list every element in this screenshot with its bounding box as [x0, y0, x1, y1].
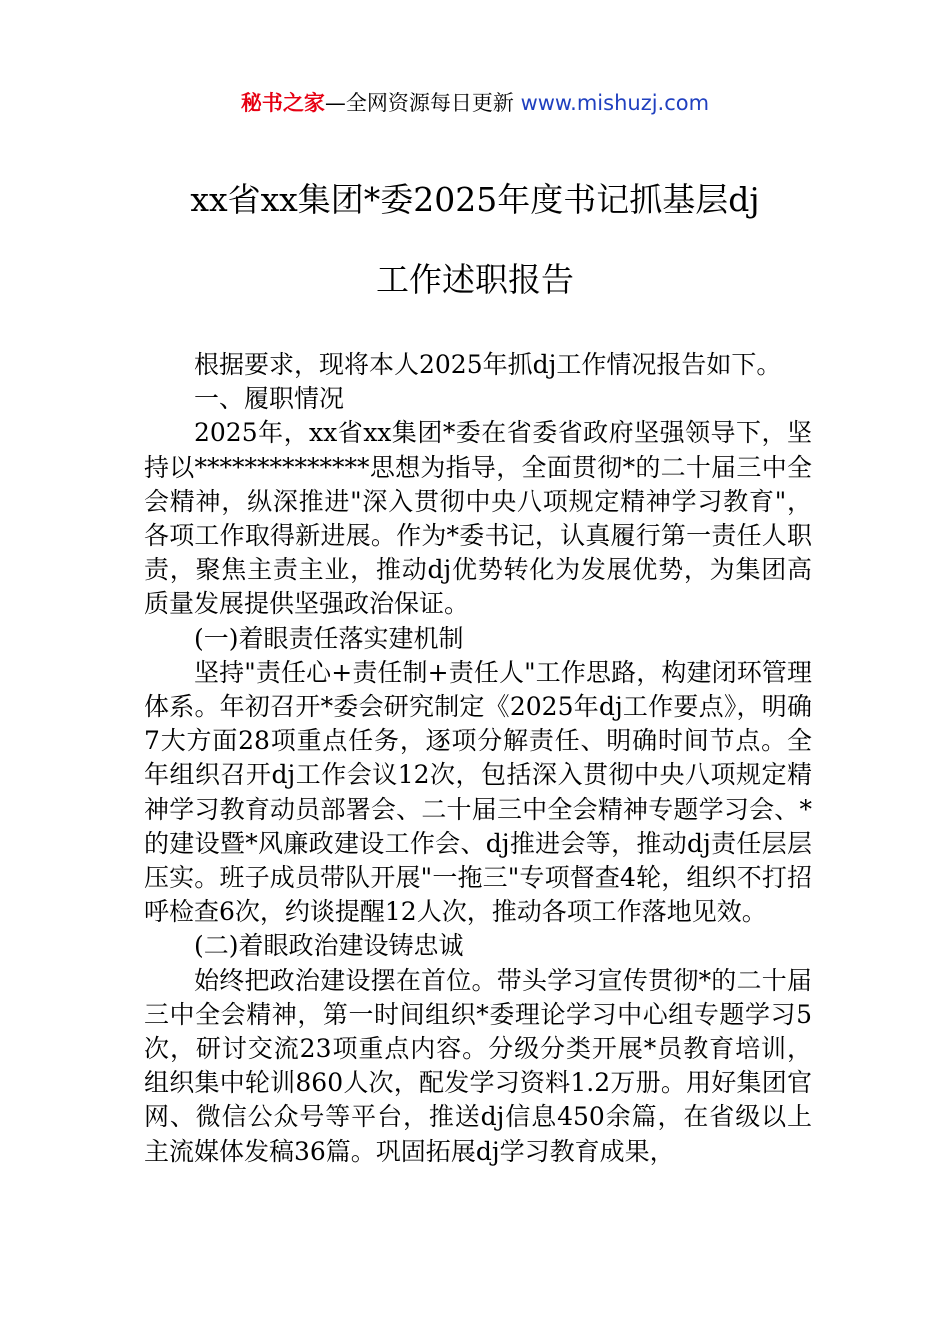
document-title: [100, 160, 850, 320]
body-paragraph: 2025年，xx省xx集团*委在省委省政府坚强领导下，坚持以**************思想为指导，全面贯彻*的二十届三中全会精神，纵深推进"深入贯彻中央八项规定精神学习教育"，各项工作取得新进展。作为*委书记，认真履行第一责任人职责，聚焦主责主业，推动dj优势转化为发展优势，为集团高质量发展提供坚强政治保证。: [144, 418, 812, 619]
body-paragraph: 坚持"责任心+责任制+责任人"工作思路，构建闭环管理体系。年初召开*委会研究制定《2025年dj工作要点》，明确7大方面28项重点任务，逐项分解责任、明确时间节点。全年组织召开dj工作会议12次，包括深入贯彻中央八项规定精神学习教育动员部署会、二十届三中全会精神专题学习会、*的建设暨*风廉政建设工作会、dj推进会等，推动dj责任层层压实。班子成员带队开展"一拖三"专项督查4轮，组织不打招呼检查6次，约谈提醒12人次，推动各项工作落地见效。: [144, 657, 812, 927]
subsection-heading: (二)着眼政治建设铸忠诚: [194, 931, 464, 961]
site-tagline: —全网资源每日更新: [324, 91, 521, 115]
document-title-line-1: xx省xx集团*委2025年度书记抓基层dj: [190, 180, 760, 219]
site-brand: 秘书之家: [240, 91, 325, 115]
body-paragraph: 始终把政治建设摆在首位。带头学习宣传贯彻*的二十届三中全会精神，第一时间组织*委理论学习中心组专题学习5次，研讨交流23项重点内容。分级分类开展*员教育培训，组织集中轮训860人次，配发学习资料1.2万册。用好集团官网、微信公众号等平台，推送dj信息450余篇，在省级以上主流媒体发稿36篇。巩固拓展dj学习教育成果，: [144, 965, 812, 1166]
subsection-heading: (一)着眼责任落实建机制: [194, 623, 464, 653]
site-banner: [0, 88, 950, 118]
document-title-line-2: 工作述职报告: [376, 260, 574, 299]
section-heading: 一、履职情况: [194, 384, 345, 414]
intro-paragraph: 根据要求，现将本人2025年抓dj工作情况报告如下。: [194, 350, 782, 379]
document-body: [144, 348, 812, 1169]
site-url-link[interactable]: www.mishuzj.com: [520, 91, 710, 115]
